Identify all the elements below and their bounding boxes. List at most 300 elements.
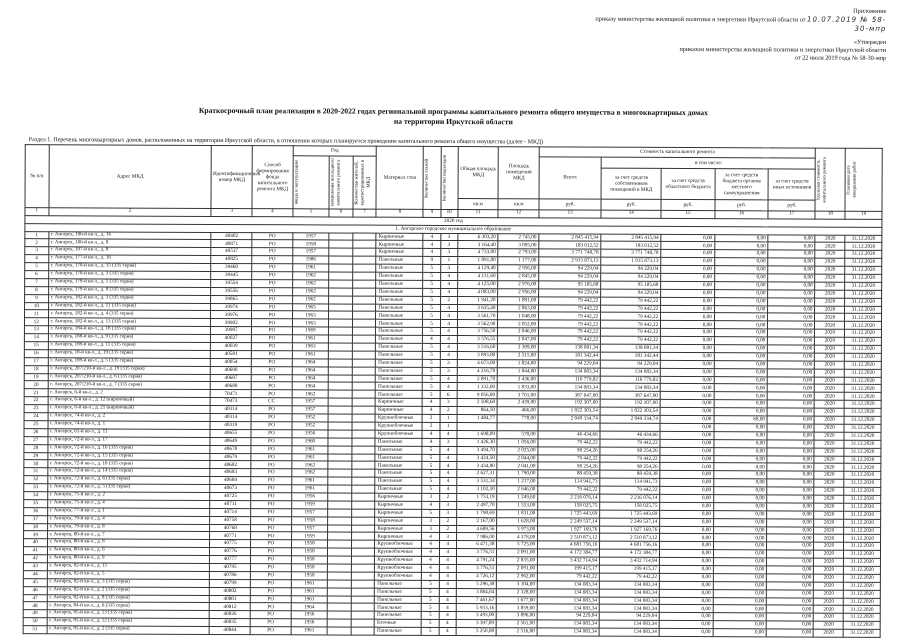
table-cell: 134 083,34 xyxy=(537,596,599,604)
table-cell: 0,00 xyxy=(768,392,815,400)
table-cell: г. Ангарск, 72-й кв-л., д. 6 (335 серия) xyxy=(47,476,210,485)
table-cell: 2020 xyxy=(814,629,844,637)
table-cell: 31.12.2020 xyxy=(845,408,882,416)
table-cell: 3 xyxy=(440,359,457,367)
table-cell: 0,00 xyxy=(660,415,714,423)
table-cell: 0,00 xyxy=(660,447,714,455)
table-cell: 40 xyxy=(24,539,48,547)
col-total: Всего: xyxy=(539,157,601,199)
table-cell: 3 859,00 xyxy=(497,604,538,612)
table-cell: 2020 xyxy=(815,298,845,306)
table-cell: 3 884,04 xyxy=(456,588,497,596)
table-cell: 31.12.2020 xyxy=(845,385,882,393)
table-cell: 79 442,22 xyxy=(601,297,661,305)
column-number: 6 xyxy=(329,209,353,217)
table-cell: г. Ангарск, 188-й кв-л., д. 9 (335 серия) xyxy=(48,334,211,343)
table-cell: 0,00 xyxy=(768,369,815,377)
table-cell xyxy=(352,319,376,327)
table-cell: г. Ангарск, 82-й кв-л., д. 15 xyxy=(47,563,210,572)
table-cell: 4 129,40 xyxy=(457,265,498,273)
col-fund: за счет средств собственников помещений в МКД xyxy=(601,168,661,199)
table-cell: 7 xyxy=(25,279,49,287)
table-cell: 134 083,34 xyxy=(537,589,599,597)
table-cell: г. Ангарск, 207/210-й кв-л., д. 19 (335 серия) xyxy=(48,365,211,374)
table-cell xyxy=(329,240,353,248)
table-cell: 2020 xyxy=(814,463,844,471)
table-cell: РО xyxy=(252,319,293,327)
table-cell: 45 xyxy=(23,578,47,586)
column-number: 10 xyxy=(441,209,458,217)
table-cell: 0,00 xyxy=(661,305,715,313)
table-cell xyxy=(457,422,498,430)
table-cell xyxy=(329,351,353,359)
table-cell xyxy=(351,556,375,564)
table-cell: 1956 xyxy=(292,493,328,501)
table-cell: 25 xyxy=(24,421,48,429)
table-cell: 1 056,00 xyxy=(497,438,538,446)
table-cell: 40402 xyxy=(211,232,252,240)
table-cell: Панельные xyxy=(376,256,423,264)
table-cell: 79 442,22 xyxy=(601,328,661,336)
table-cell: Панельные xyxy=(376,391,423,399)
table-cell: 466,00 xyxy=(498,407,539,415)
column-number: 1 xyxy=(25,208,49,216)
table-cell: Панельные xyxy=(376,335,423,343)
table-cell: Панельные xyxy=(375,477,422,485)
table-cell xyxy=(352,430,376,438)
column-number: 7 xyxy=(353,209,377,217)
column-number: 17 xyxy=(768,211,815,219)
table-cell: 5 xyxy=(423,280,440,288)
table-cell xyxy=(352,327,376,335)
table-cell: 2 439,00 xyxy=(498,399,539,407)
table-cell: 1 915 873,13 xyxy=(601,257,661,265)
approved-label: «Утвержден xyxy=(853,38,887,46)
table-cell: 4 xyxy=(439,462,456,470)
table-cell: 40771 xyxy=(210,532,251,540)
table-cell: РО xyxy=(252,248,293,256)
table-cell: 94 229,04 xyxy=(537,612,599,620)
table-cell: 2020 xyxy=(814,534,844,542)
table-cell: 1963 xyxy=(292,343,328,351)
col-wall: Материал стен xyxy=(376,146,423,209)
table-cell: г. Ангарск, 6-й кв-л., д. 21 (кирпичный) xyxy=(48,405,211,414)
table-cell xyxy=(352,477,376,485)
approval-block xyxy=(586,7,886,64)
table-cell: 0,00 xyxy=(767,455,814,463)
table-cell: 2 167,00 xyxy=(456,517,497,525)
table-cell: 2 863,00 xyxy=(498,304,539,312)
table-cell: 2020 xyxy=(815,377,845,385)
table-cell: 31.12.2020 xyxy=(845,353,882,361)
table-cell: г. Ангарск, 177-й кв-л., д. 16 xyxy=(48,255,211,264)
table-cell: 2020 xyxy=(815,321,845,329)
table-cell: 4 xyxy=(422,501,439,509)
table-cell xyxy=(328,524,352,532)
table-cell: 7 461,67 xyxy=(456,596,497,604)
table-cell: 1 553,00 xyxy=(497,502,538,510)
table-cell: 0,00 xyxy=(714,345,768,353)
table-cell: РО xyxy=(250,619,291,627)
table-cell xyxy=(352,304,376,312)
table-cell: 2 891,70 xyxy=(457,375,498,383)
table-cell: 0,00 xyxy=(715,258,769,266)
table-cell: 0,00 xyxy=(768,290,815,298)
table-cell: 26 xyxy=(24,428,48,436)
table-cell: 2 845 415,94 xyxy=(539,233,601,241)
table-cell: г. Ангарск, 179-й кв-л., д. 8 (335 серия) xyxy=(48,287,211,296)
table-cell: 0,00 xyxy=(768,329,815,337)
table-cell: 98 254,26 xyxy=(538,446,600,454)
table-cell: Панельные xyxy=(375,588,422,596)
table-cell: г. Ангарск, 84-й кв-л., д. 6 (335 серия) xyxy=(47,602,210,611)
table-cell: 2 xyxy=(439,525,456,533)
table-cell: Кирпичные xyxy=(375,509,422,517)
table-cell: Кирпичные xyxy=(375,533,422,541)
table-cell: 36 xyxy=(24,507,48,515)
table-cell: 31.12.2020 xyxy=(844,590,881,598)
table-cell: Кирпичные xyxy=(376,249,423,257)
table-cell: 40835 xyxy=(210,619,251,627)
table-cell: 31.12.2020 xyxy=(844,487,881,495)
table-cell: 40690 xyxy=(211,366,252,374)
table-cell: 2020 xyxy=(815,250,845,258)
table-cell: 46 xyxy=(23,586,47,594)
table-cell: РО xyxy=(251,343,292,351)
table-cell: 2020 xyxy=(814,479,844,487)
table-cell: 31.12.2020 xyxy=(845,235,882,243)
table-cell: 94 229,04 xyxy=(601,265,661,273)
table-cell: 2 xyxy=(423,414,440,422)
table-cell: 2 046,00 xyxy=(498,328,539,336)
table-cell: Крупноблочные xyxy=(375,556,422,564)
table-cell xyxy=(329,359,353,367)
table-cell xyxy=(352,383,376,391)
table-cell: 4 xyxy=(439,557,456,565)
table-cell: Кирпичные xyxy=(375,517,422,525)
col-address: Адрес МКД xyxy=(49,145,212,209)
col-regional: за счет средств областного бюджета xyxy=(661,169,715,200)
table-cell: 40314 xyxy=(210,406,251,414)
table-cell: 23 xyxy=(24,405,48,413)
table-cell: 0,00 xyxy=(714,455,768,463)
table-cell: 1 677,00 xyxy=(497,596,538,604)
table-cell: 0,00 xyxy=(713,605,767,613)
table-cell: 0,00 xyxy=(714,297,768,305)
table-cell: 14 xyxy=(24,334,48,342)
table-cell: 94 229,04 xyxy=(599,612,659,620)
table-cell: 40314 xyxy=(210,413,251,421)
table-cell: 2 249 537,14 xyxy=(538,517,600,525)
table-cell: 4 xyxy=(440,336,457,344)
table-cell: 2020 xyxy=(814,511,844,519)
table-cell: 4 xyxy=(422,572,439,580)
table-cell: 1 725 443,69 xyxy=(600,510,660,518)
table-cell: 0,00 xyxy=(767,424,814,432)
table-cell: 2020 xyxy=(814,440,844,448)
table-cell xyxy=(351,501,375,509)
table-cell: 1 927 169,76 xyxy=(538,525,600,533)
table-cell: Панельные xyxy=(375,462,422,470)
table-cell: 4 xyxy=(439,478,456,486)
table-cell: РО xyxy=(251,556,292,564)
table-cell: 1964 xyxy=(292,382,328,390)
table-cell: 3 xyxy=(440,233,457,241)
table-cell: 40683 xyxy=(210,469,251,477)
table-cell: 4 xyxy=(423,399,440,407)
table-cell: 0,00 xyxy=(714,337,768,345)
table-cell xyxy=(353,256,377,264)
table-cell: 4 xyxy=(440,351,457,359)
table-cell: 0,00 xyxy=(714,471,768,479)
table-cell: 138 081,34 xyxy=(601,344,661,352)
table-cell: РО xyxy=(252,264,293,272)
table-cell: 2 497,70 xyxy=(456,501,497,509)
column-number: 8 xyxy=(376,209,423,217)
table-cell: 1960 xyxy=(292,438,328,446)
table-cell: 4 xyxy=(439,628,456,636)
table-cell: 70471 xyxy=(211,390,252,398)
table-cell: 31.12.2020 xyxy=(844,424,881,432)
table-cell: 0,00 xyxy=(768,258,815,266)
table-cell: 31.12.2020 xyxy=(844,550,881,558)
table-cell: г. Ангарск, 18-й кв-л., д. 19 (335 серия) xyxy=(48,350,211,359)
table-cell: 51 xyxy=(23,626,47,634)
table-cell: 2 xyxy=(440,296,457,304)
table-cell xyxy=(353,241,377,249)
table-cell: РО xyxy=(252,303,293,311)
table-cell: 40679 xyxy=(210,453,251,461)
table-cell xyxy=(352,422,376,430)
table-cell: 0,00 xyxy=(660,581,714,589)
year-band: 2020 год xyxy=(25,215,882,227)
table-cell: 158 025,75 xyxy=(600,502,660,510)
table-cell xyxy=(329,248,353,256)
table-cell: 3 973,00 xyxy=(497,525,538,533)
table-cell xyxy=(351,517,375,525)
table-cell: 0,00 xyxy=(713,589,767,597)
table-cell xyxy=(352,272,376,280)
column-number: 13 xyxy=(539,210,601,218)
table-cell: 5 250,08 xyxy=(456,628,497,636)
table-cell: 0,00 xyxy=(661,297,715,305)
table-cell: 0,00 xyxy=(714,487,768,495)
table-cell: 0,00 xyxy=(714,329,768,337)
table-cell: 0,00 xyxy=(661,321,715,329)
table-cell: 98 254,26 xyxy=(600,447,660,455)
table-cell: Панельные xyxy=(375,485,422,493)
table-cell: 31.12.2020 xyxy=(845,377,882,385)
table-cell: 5 xyxy=(422,596,439,604)
table-cell: 2020 xyxy=(815,282,845,290)
table-cell: 48 xyxy=(23,602,47,610)
table-cell: 46 434,66 xyxy=(538,431,600,439)
table-cell: 2 041,00 xyxy=(497,462,538,470)
table-cell: 0,00 xyxy=(714,400,768,408)
table-cell: 4 216,70 xyxy=(457,367,498,375)
table-cell: 2020 xyxy=(814,582,844,590)
table-cell: 0,00 xyxy=(660,431,714,439)
table-cell: 40844 xyxy=(210,627,251,635)
table-cell: 37 xyxy=(24,515,48,523)
table-cell: 40812 xyxy=(210,603,251,611)
table-cell: 79 442,22 xyxy=(539,336,601,344)
table-cell: 0,00 xyxy=(660,557,714,565)
table-cell: 39556 xyxy=(211,287,252,295)
table-cell: г. Ангарск, 72-й кв-л., д. 16 (335 серия) xyxy=(47,444,210,453)
table-cell xyxy=(329,327,353,335)
table-cell: 31.12.2020 xyxy=(845,290,882,298)
table-cell: г. Ангарск, 6-й кв-л., д. 2 xyxy=(48,389,211,398)
table-cell: 39865 xyxy=(211,295,252,303)
table-cell: 2020 xyxy=(814,558,844,566)
table-cell: 1 022 303,54 xyxy=(538,407,600,415)
table-cell: 0,00 xyxy=(661,337,715,345)
table-cell xyxy=(329,296,353,304)
table-cell: 1957 xyxy=(293,232,329,240)
table-cell: 2 845,00 xyxy=(498,273,539,281)
table-cell xyxy=(351,588,375,596)
table-cell: 5 xyxy=(422,620,439,628)
table-cell: 4 xyxy=(439,580,456,588)
table-cell: 0,00 xyxy=(660,589,714,597)
table-cell: 2 249 537,14 xyxy=(600,518,660,526)
table-cell xyxy=(329,311,353,319)
table-cell: 79 442,22 xyxy=(539,304,601,312)
table-cell: 0,00 xyxy=(659,597,713,605)
column-number: 9 xyxy=(423,209,440,217)
table-cell: 134 083,34 xyxy=(537,620,599,628)
table-cell: 3 635,40 xyxy=(457,304,498,312)
table-cell: 1957 xyxy=(292,398,328,406)
table-cell: 0,00 xyxy=(660,400,714,408)
col-limit: Удельная стоимость капитального ремонта xyxy=(815,148,845,211)
table-cell: 70473 xyxy=(211,398,252,406)
table-cell xyxy=(328,477,352,485)
table-cell: РО xyxy=(251,406,292,414)
table-cell: 2 835,00 xyxy=(497,557,538,565)
table-cell: 31.12.2020 xyxy=(845,314,882,322)
table-cell: СС xyxy=(251,398,292,406)
table-cell: Панельные xyxy=(376,359,423,367)
table-cell: 47 xyxy=(23,594,47,602)
table-cell: 2020 xyxy=(814,613,844,621)
table-cell: 2020 xyxy=(815,266,845,274)
table-cell xyxy=(352,375,376,383)
table-cell: 3 893,80 xyxy=(457,351,498,359)
table-cell: 1 177,00 xyxy=(498,257,539,265)
table-cell: 9 056,80 xyxy=(457,391,498,399)
table-cell: Панельные xyxy=(375,580,422,588)
table-cell: 31.12.2020 xyxy=(845,266,882,274)
table-cell: 0,00 xyxy=(767,408,814,416)
table-cell: 79 442,22 xyxy=(539,312,601,320)
table-cell: г. Ангарск, 106-й кв-л., д. 16 xyxy=(48,231,211,240)
table-cell: 6 471,38 xyxy=(456,541,497,549)
table-cell: г. Ангарск, 179-й кв-л., д. 1 (335 серия) xyxy=(48,279,211,288)
table-cell: 2020 xyxy=(814,550,844,558)
table-cell: 0,00 xyxy=(768,298,815,306)
table-cell: 2020 xyxy=(815,400,845,408)
table-cell: 0,00 xyxy=(660,486,714,494)
table-cell xyxy=(328,540,352,548)
table-cell: РО xyxy=(252,240,293,248)
col-other: за счет средств иных источников xyxy=(768,169,815,200)
table-cell: 4 xyxy=(439,541,456,549)
table-cell: 0,00 xyxy=(768,234,815,242)
table-cell: 2 216 076,14 xyxy=(600,494,660,502)
table-cell: 2 xyxy=(422,422,439,430)
table-cell: 40801 xyxy=(210,595,251,603)
table-cell: 31.12.2020 xyxy=(844,558,881,566)
table-cell: РО xyxy=(252,295,293,303)
table-cell: 2020 xyxy=(814,432,844,440)
table-cell: 1 844,00 xyxy=(498,367,539,375)
table-cell: 9 xyxy=(25,294,49,302)
table-cell: 40678 xyxy=(210,445,251,453)
table-cell: 2 xyxy=(25,239,49,247)
table-cell: 5 xyxy=(423,375,440,383)
table-cell: 79 442,22 xyxy=(539,320,601,328)
table-cell: г. Ангарск, 79-й кв-л., д. 8 xyxy=(47,523,210,532)
table-cell: РО xyxy=(252,327,293,335)
table-cell: Панельные xyxy=(376,343,423,351)
table-cell: 5 xyxy=(423,367,440,375)
table-cell: 5 xyxy=(422,580,439,588)
table-cell: 5 xyxy=(423,264,440,272)
table-cell: 94 229,04 xyxy=(539,289,601,297)
table-cell: 0,00 xyxy=(661,289,715,297)
table-cell: 31.12.2020 xyxy=(845,337,882,345)
table-cell: 134 083,34 xyxy=(537,628,599,636)
table-cell xyxy=(328,367,352,375)
appendix-label: Приложение xyxy=(853,7,887,15)
table-cell: 31.12.2020 xyxy=(844,606,881,614)
table-cell: 40537 xyxy=(211,248,252,256)
table-cell: 95 185,68 xyxy=(539,281,601,289)
table-cell: 5 xyxy=(423,288,440,296)
table-cell: 0,00 xyxy=(660,376,714,384)
table-cell: 31.12.2020 xyxy=(844,598,881,606)
table-cell: РО xyxy=(251,358,292,366)
table-cell: 4 125,00 xyxy=(457,280,498,288)
table-cell: 31.12.2020 xyxy=(844,432,881,440)
table-cell: 134 083,34 xyxy=(599,628,659,636)
table-cell: 4 xyxy=(439,470,456,478)
table-cell: Блочные xyxy=(375,619,422,627)
table-cell: 31.12.2020 xyxy=(844,535,881,543)
table-cell xyxy=(329,288,353,296)
table-cell: 2 044,00 xyxy=(497,454,538,462)
table-cell: г. Ангарск, 74-й кв-л., д. 2 xyxy=(48,413,211,422)
table-cell: 40027 xyxy=(211,335,252,343)
table-cell: 134 083,34 xyxy=(538,383,600,391)
table-cell: 4 xyxy=(423,233,440,241)
table-cell: 1952 xyxy=(292,422,328,430)
table-cell: 0,00 xyxy=(767,542,814,550)
table-cell xyxy=(329,304,353,312)
table-cell: 4 xyxy=(439,549,456,557)
table-cell: 2 627,31 xyxy=(457,470,498,478)
table-cell: 1962 xyxy=(292,461,328,469)
table-cell: Панельные xyxy=(376,312,423,320)
table-cell xyxy=(352,367,376,375)
table-cell: 2020 xyxy=(814,503,844,511)
table-cell: 95 185,68 xyxy=(601,281,661,289)
table-cell xyxy=(329,343,353,351)
table-cell xyxy=(351,525,375,533)
col-cost: Стоимость капитального ремонта xyxy=(539,147,815,158)
